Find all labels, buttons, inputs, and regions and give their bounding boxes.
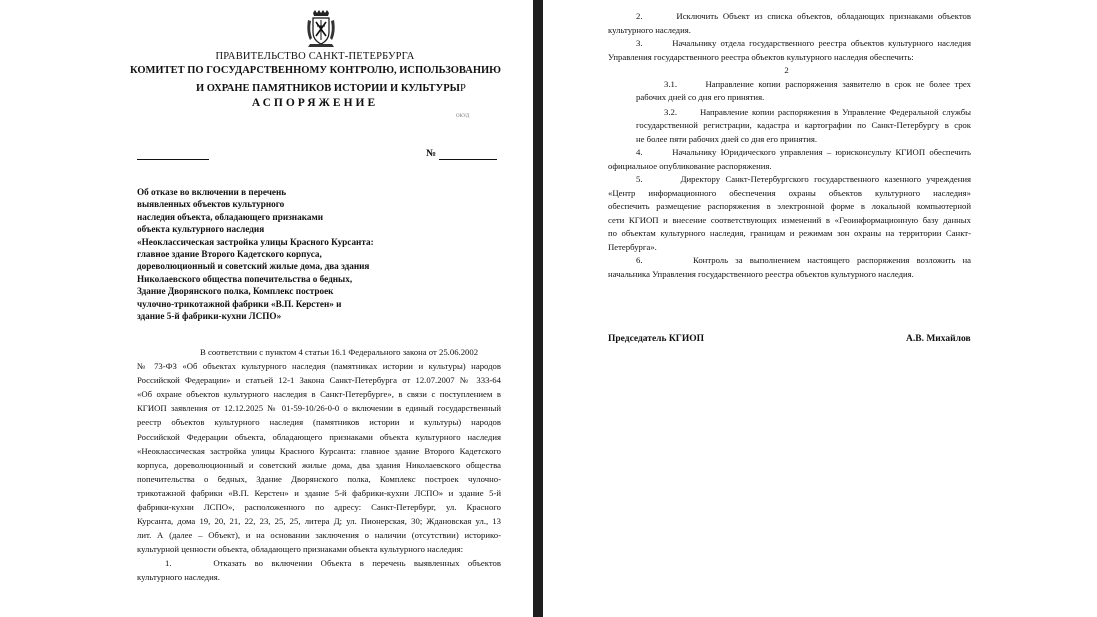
item-line: не более пяти рабочих дней со дня его принятия.: [636, 133, 818, 144]
item-line: культурного наследия.: [137, 572, 220, 583]
body-line: трикотажной фабрики «В.П. Керстен» и здание 5-й фабрики-кухни ЛСПО» и здание 5-й: [137, 487, 501, 498]
body-line: реестр объектов культурного наследия (памятников истории и культуры) народов: [137, 417, 501, 428]
body-line: лит. А (далее – Объект), и на основании заключения о наличии (отсутствии) историко-: [137, 530, 501, 541]
signatory-name: А.В. Михайлов: [906, 334, 971, 344]
body-line: «Неоклассическая застройка улицы Красного Курсанта: главное здание Второго Кадетского: [137, 445, 501, 456]
subject-line: Об отказе во включении в перечень: [137, 187, 287, 197]
page-separator: [533, 0, 543, 617]
subject-line: «Неоклассическая застройка улицы Красного Курсанта:: [137, 236, 374, 247]
order-item-1: [137, 556, 501, 584]
body-line: Курсанта, дома 19, 20, 21, 22, 23, 25, 25, литера Д; ул. Пионерская, 30; Ждановская ул., 13: [137, 516, 501, 527]
body-line: Российской Федерации» и статьей 12-1 Закона Санкт-Петербурга от 12.07.2007 № 333-64: [137, 375, 501, 386]
item-5: 5. Директору Санкт-Петербургского государственного казенного учреждения: [636, 174, 972, 184]
item-line: Петербурга».: [608, 241, 657, 252]
government-name: ПРАВИТЕЛЬСТВО САНКТ-ПЕТЕРБУРГА: [215, 51, 415, 62]
body-line: КГИОП заявления от 12.12.2025 № 01-59-10/26-0-0 о включении в единый государственный: [137, 403, 501, 414]
body-line: корпуса, дореволюционный и советский жилые дома, два здания Николаевского общества: [137, 459, 501, 470]
item-line: Управления государственного реестра объектов культурного наследия обеспечить:: [608, 51, 914, 62]
body-line: Российской Федерации объекта, обладающего признаками объекта культурного наследия: [137, 431, 501, 442]
number-label: №: [426, 148, 437, 159]
subject-line: наследия объекта, обладающего признаками: [137, 211, 323, 222]
subject-line: выявленных объектов культурного: [137, 199, 285, 210]
document-page-1: [0, 0, 533, 617]
item-4: 4. Начальнику Юридического управления – юрисконсульту КГИОП обеспечить: [636, 147, 971, 157]
committee-name-line-1: КОМИТЕТ ПО ГОСУДАРСТВЕННОМУ КОНТРОЛЮ, ИСПОЛЬЗОВАНИЮ: [130, 65, 501, 76]
form-code-mark: ОКУД: [456, 114, 470, 119]
subject-line: дореволюционный и советский жилые дома, два здания: [137, 261, 370, 272]
document-type-title: АСПОРЯЖЕНИЕ: [251, 97, 379, 109]
item-line: начальника Управления государственного реестра объектов культурного наследия.: [608, 268, 914, 279]
item-line: по объектам культурного наследия, границам и режимам зон охраны на территории Санкт-: [608, 228, 971, 238]
order-items-continued: [608, 10, 971, 281]
committee-name-line-2: И ОХРАНЕ ПАМЯТНИКОВ ИСТОРИИ И КУЛЬТУРЫР: [196, 83, 466, 94]
signatory-title: Председатель КГИОП: [608, 334, 705, 344]
subject-line: объекта культурного наследия: [137, 224, 265, 235]
body-line: «Об охране объектов культурного наследия в Санкт-Петербурге», в связи с поступлением в: [137, 389, 501, 400]
item-number: 1.: [165, 558, 172, 568]
body-line: В соответствии с пунктом 4 статьи 16.1 Федерального закона от 25.06.2002: [200, 347, 479, 357]
coat-of-arms-icon: [304, 10, 338, 48]
item-3-1: 3.1. Направление копии распоряжения заявителю в срок не более трех: [664, 78, 972, 89]
subject-line: здание 5-й фабрики-кухни ЛСПО»: [137, 311, 282, 322]
date-blank-line: [137, 159, 209, 160]
subject-line: Николаевского общества попечительства о бедных,: [137, 273, 353, 284]
item-line: 1. Отказать во включении Объекта в перечень выявленных объектов: [165, 558, 501, 568]
body-line: № 73-ФЗ «Об объектах культурного наследия (памятниках истории и культуры) народов: [137, 361, 501, 372]
document-page-2: [543, 0, 1097, 617]
item-6: 6. Контроль за выполнением настоящего распоряжения возложить на: [636, 255, 971, 265]
body-line: фабрики-кухни ЛСПО», расположенного по адресу: Санкт-Петербург, ул. Красного: [137, 502, 501, 513]
body-line: культурной ценности объекта, обладающего признаками объекта культурного наследия:: [137, 544, 464, 555]
subject-line: чулочно-трикотажной фабрики «В.П. Керстен» и: [137, 298, 342, 309]
item-line: государственной регистрации, кадастра и картографии по Санкт-Петербургу в срок: [636, 120, 971, 130]
item-3-2: 3.2. Направление копии распоряжения в Управление Федеральной службы: [664, 106, 971, 117]
item-line: рабочих дней со дня его принятия.: [636, 92, 765, 102]
item-line: официальное опубликование распоряжения.: [608, 160, 772, 171]
item-2: 2. Исключить Объект из списка объектов, обладающих признаками объектов: [636, 11, 971, 21]
item-line: культурного наследия.: [608, 24, 691, 35]
item-3: 3. Начальнику отдела государственного реестра объектов культурного наследия: [636, 38, 972, 48]
body-line: попечительства о бедных, Здание Дворянского полка, Комплекс построек чулочно-: [137, 473, 501, 484]
preamble-paragraph: [137, 345, 501, 556]
number-blank-line: [439, 159, 497, 160]
item-line: обеспечить размещение распоряжения в электронной форме в локальной компьютерной: [608, 201, 971, 211]
item-line: «Центр информационного обеспечения охраны объектов культурного наследия»: [608, 187, 971, 198]
item-line: сети КГИОП и внесение соответствующих изменений в «Геоинформационную базу данных: [608, 214, 971, 225]
document-subject: [137, 186, 437, 322]
subject-line: главное здание Второго Кадетского корпуса,: [137, 249, 322, 260]
subject-line: Здание Дворянского полка, Комплекс построек: [137, 286, 334, 297]
page-number: 2: [784, 65, 789, 75]
